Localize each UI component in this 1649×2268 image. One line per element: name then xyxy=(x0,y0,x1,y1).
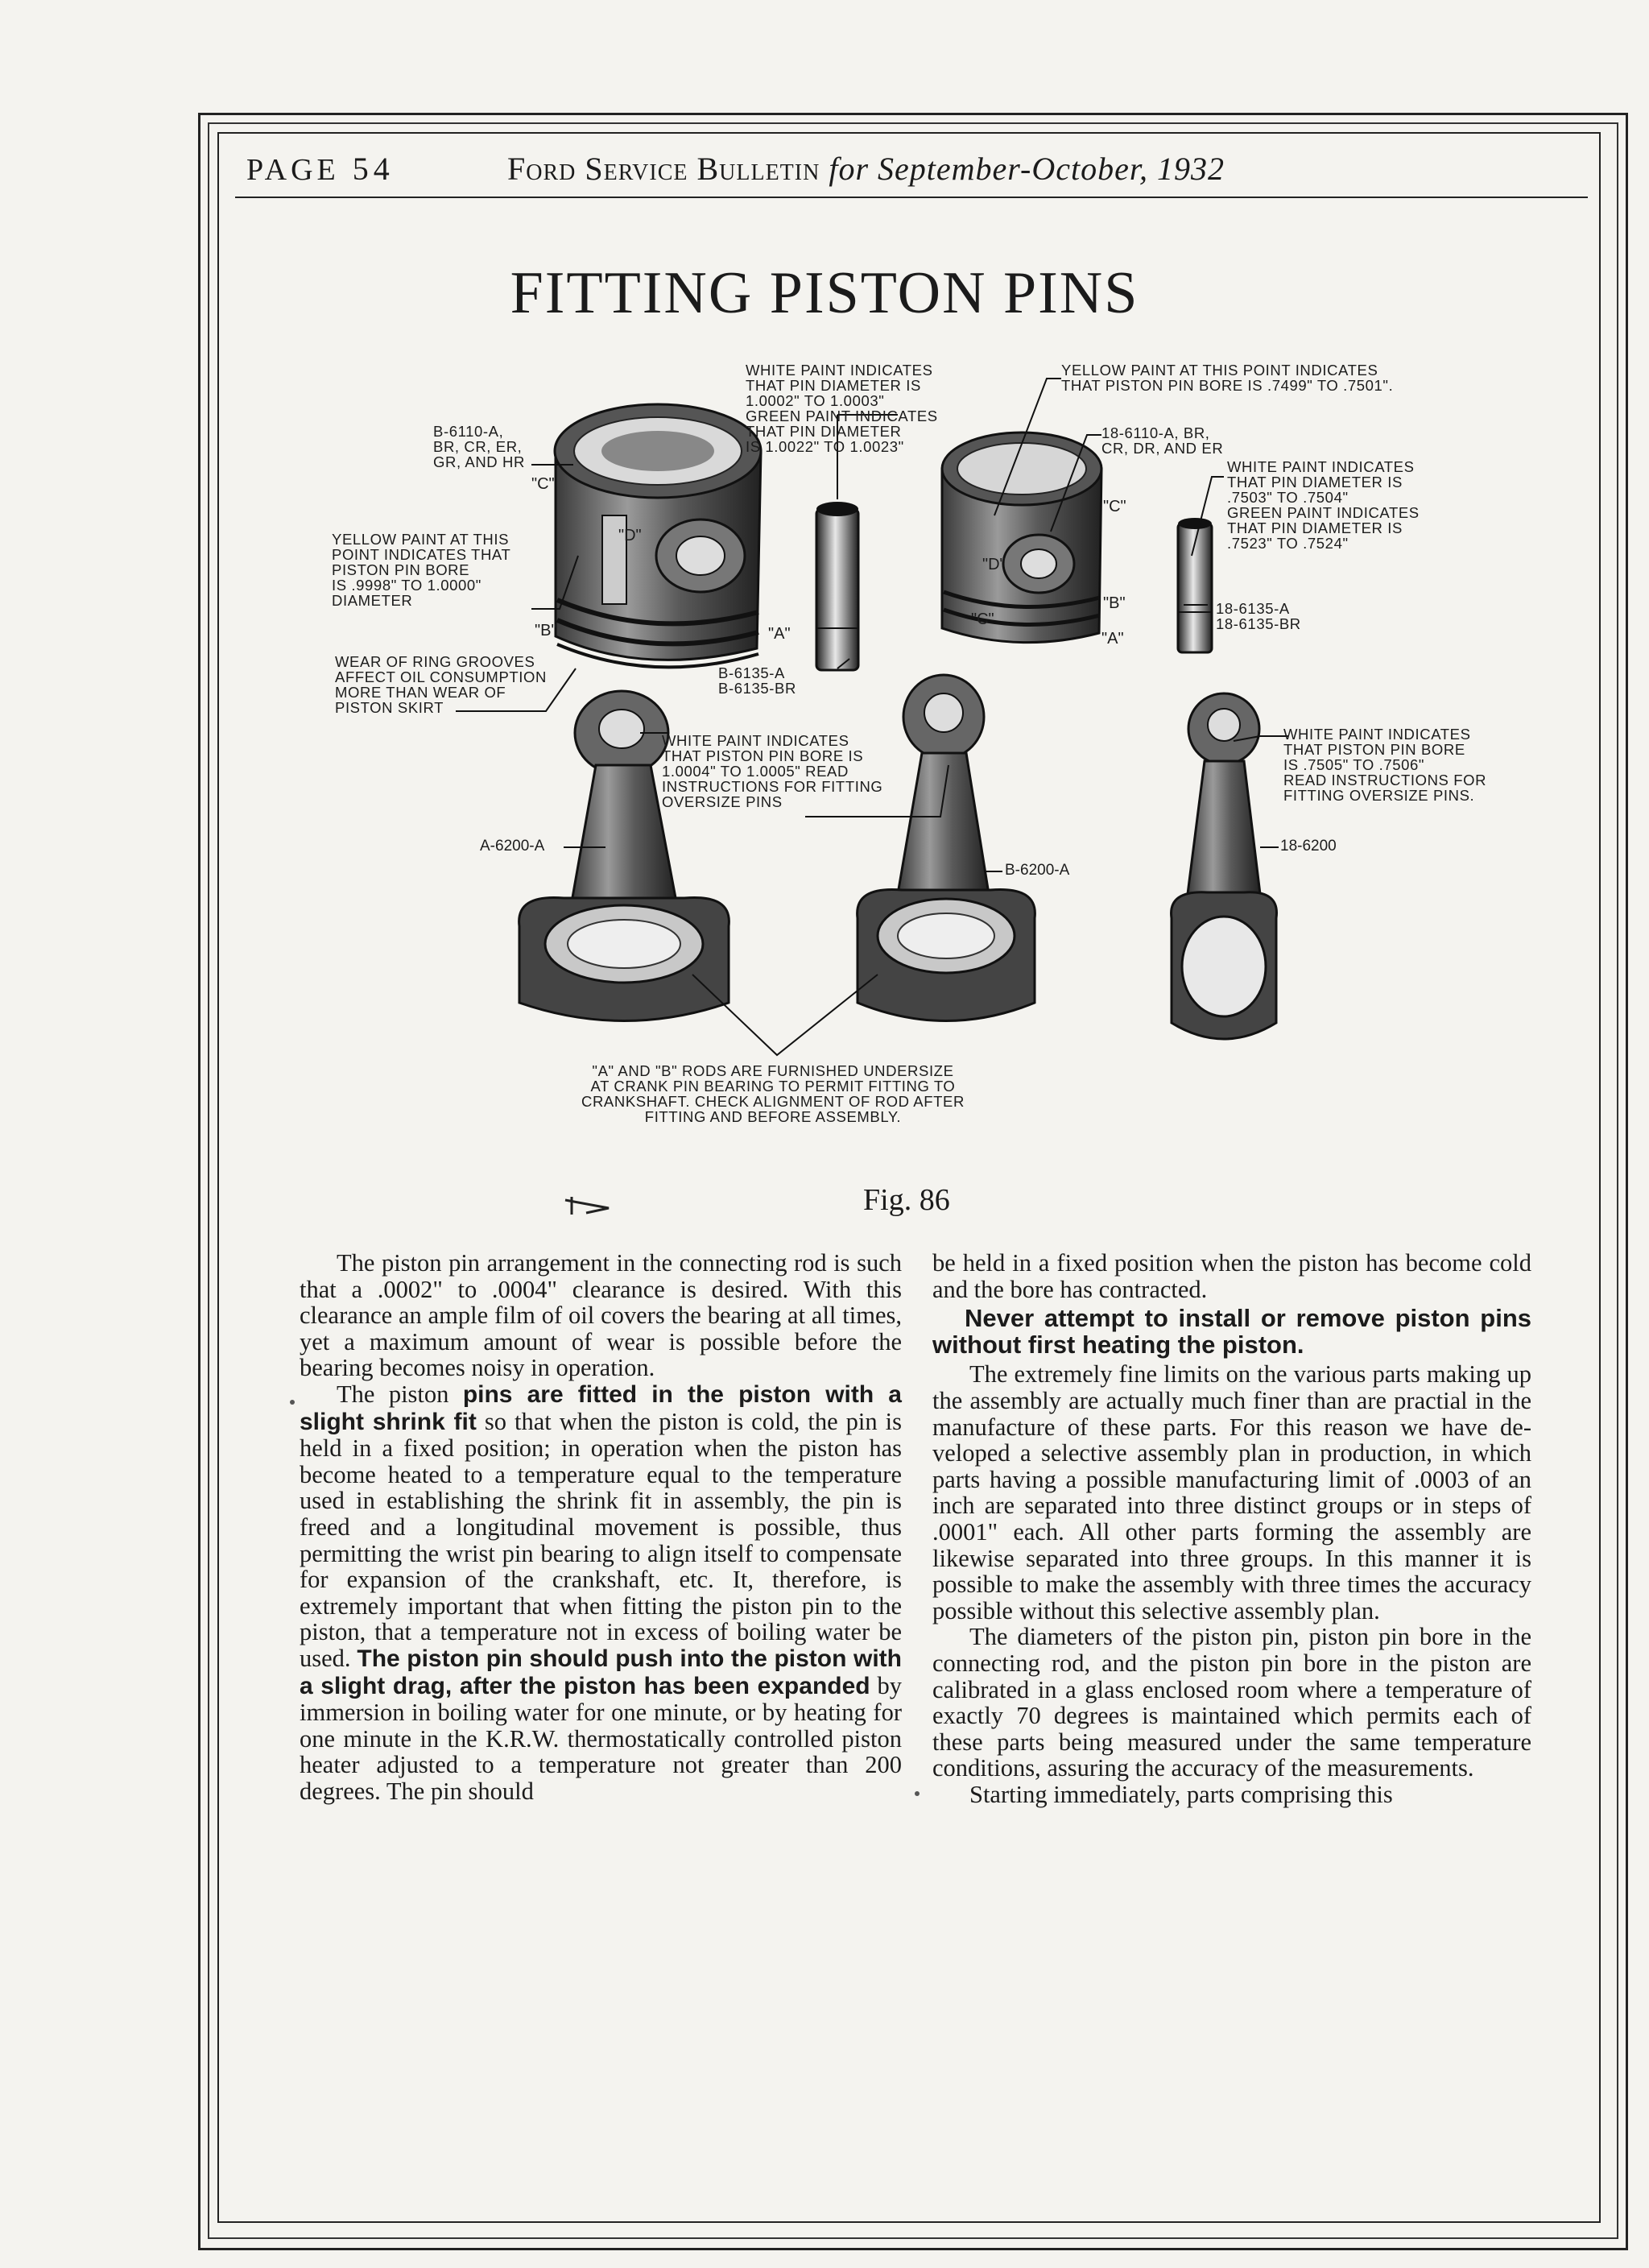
label-part-a-6200: A-6200-A xyxy=(480,838,545,855)
marker-d-large: "D" xyxy=(618,527,642,544)
paragraph-clearance: The piston pin arrangement in the connecting rod is such that a .0002" to .0004" clearance is desired. With this clearance an ample film of oil covers the bearing at all times, yet a maximum amount of wear is possible before the bearing becomes noisy in operation. xyxy=(300,1249,902,1382)
label-part-18-6110: 18-6110-A, BR, CR, DR, AND ER xyxy=(1101,424,1224,457)
caption-white-paint-rod-18: WHITE PAINT INDICATES THAT PISTON PIN BORE IS .7505" TO .7506" READ INSTRUCTIONS FOR FITTING OVERSIZE PINS. xyxy=(1283,726,1487,804)
marker-c-small-lower: "C" xyxy=(971,610,994,628)
caption-white-paint-pin-small: WHITE PAINT INDICATES THAT PIN DIAMETER IS .7503" TO .7504" GREEN PAINT INDICATES THAT PIN DIAMETER IS .7523" TO .7524" xyxy=(1227,458,1420,552)
paragraph-selective-assembly: The extremely fine limits on the various parts making up the assembly are actually much finer than are practial in the manufacture of these parts. For this reason we have developed a selective assembly plan in production, in which parts having a possible manufacturing limit of .0003 of an inch are separated into three distinct groups or in steps of .0001" each. All other parts forming the assembly are likewise separated into three groups. In this manner it is possible to make the assembly with three times the accuracy possible without this selective assembly plan. xyxy=(932,1360,1531,1624)
label-part-18-6200: 18-6200 xyxy=(1280,838,1337,855)
large-piston-pin xyxy=(816,502,858,670)
connecting-rod-18 xyxy=(1172,693,1277,1039)
caption-yellow-paint-piston-small: YELLOW PAINT AT THIS POINT INDICATES THAT PISTON PIN BORE IS .7499" TO .7501". xyxy=(1061,362,1394,394)
paragraph-calibration: The diameters of the piston pin, piston pin bore in the connecting rod, and the piston pin bore in the piston are calibrated in a glass enclosed room where a temperature of exactly 70 degrees is maintained which permits each of these parts being measured under the same temperature conditions, assuring the accuracy of the measurements. xyxy=(932,1623,1531,1782)
warning-heating: Never attempt to install or remove piston pins without first heating the piston. xyxy=(932,1304,1531,1359)
paragraph-shrink-fit xyxy=(300,1381,902,1805)
bulletin-date: for September-October, 1932 xyxy=(829,151,1225,187)
caption-yellow-paint-piston-large: YELLOW PAINT AT THIS POINT INDICATES THAT PISTON PIN BORE IS .9998" TO 1.0000" DIAMETER xyxy=(332,531,511,609)
stray-mark xyxy=(915,1791,920,1796)
text-run: by immersion in boiling water for one minute, or by heating for one minute in the K.R.W. thermostatically controlled piston heater adjusted to a temperature not greater than 200 degrees. The pin should xyxy=(300,1671,903,1805)
label-part-b-6110: B-6110-A, BR, CR, ER, GR, AND HR xyxy=(433,423,525,470)
bulletin-name: Ford Service Bulletin xyxy=(507,151,820,187)
text-run: The piston xyxy=(337,1380,463,1408)
marker-d-small: "D" xyxy=(982,556,1006,573)
label-part-18-6135: 18-6135-A 18-6135-BR xyxy=(1216,600,1301,632)
marker-c-small: "C" xyxy=(1103,498,1126,515)
marker-a-small: "A" xyxy=(1101,630,1124,648)
caption-white-paint-rod-a: WHITE PAINT INDICATES THAT PISTON PIN BORE IS 1.0004" TO 1.0005" READ INSTRUCTIONS FOR FITTING OVERSIZE PINS xyxy=(662,732,883,810)
page-title: FITTING PISTON PINS xyxy=(510,260,1139,326)
marker-b-large: "B" xyxy=(535,622,557,639)
page-number: 54 xyxy=(352,151,395,187)
large-piston xyxy=(555,404,761,667)
body-column-left xyxy=(300,1250,902,1804)
figure-label: Fig. 86 xyxy=(863,1183,950,1217)
small-piston xyxy=(942,432,1101,643)
body-column-right xyxy=(932,1250,1531,1807)
emphasis-slight-drag: The piston pin should push into the piston with a slight drag, after the piston has been expanded xyxy=(300,1645,902,1699)
marker-c-large: "C" xyxy=(531,475,555,493)
emphasis-shrink-fit: pins are fitted in the piston with a slight shrink fit xyxy=(300,1380,902,1435)
paragraph-starting: Starting immediately, parts comprising this xyxy=(969,1780,1393,1808)
marker-b-small: "B" xyxy=(1103,594,1126,612)
small-piston-pin xyxy=(1178,518,1212,652)
text-run: so that when the piston is cold, the pin is held in a fixed position; in operation when the piston has become heated to a temperature equal to the temperature used in establishing the shrink fit in assembly, the pin is freed and a longitudinal movement is possible, thus permitting the wrist pin bearing to align itself to compensate for expansion of the crankshaft, etc. It, therefore, is extremely important that when fitting the piston pin to the piston, that a temperature not in excess of boiling water be used. xyxy=(300,1407,902,1672)
paragraph-fixed-position: be held in a fixed position when the piston has become cold and the bore has contracted. xyxy=(932,1249,1531,1303)
connecting-rod-b xyxy=(858,675,1035,1021)
label-part-b-6200: B-6200-A xyxy=(1005,862,1070,879)
caption-white-paint-pin-large: WHITE PAINT INDICATES THAT PIN DIAMETER IS 1.0002" TO 1.0003" GREEN PAINT INDICATES THAT PIN DIAMETER IS 1.0022" TO 1.0023" xyxy=(746,362,938,455)
page-word: PAGE xyxy=(246,153,340,187)
caption-rods-note: "A" AND "B" RODS ARE FURNISHED UNDERSIZE AT CRANK PIN BEARING TO PERMIT FITTING TO CRANKSHAFT. CHECK ALIGNMENT OF ROD AFTER FITTING AND BEFORE ASSEMBLY. xyxy=(581,1062,965,1125)
label-part-b-6135: B-6135-A B-6135-BR xyxy=(718,664,796,697)
caption-wear-ring-grooves: WEAR OF RING GROOVES AFFECT OIL CONSUMPTION MORE THAN WEAR OF PISTON SKIRT xyxy=(335,653,547,716)
marker-a-large: "A" xyxy=(768,625,791,643)
pointer-mark-icon xyxy=(564,1195,612,1222)
stray-mark xyxy=(290,1400,295,1405)
